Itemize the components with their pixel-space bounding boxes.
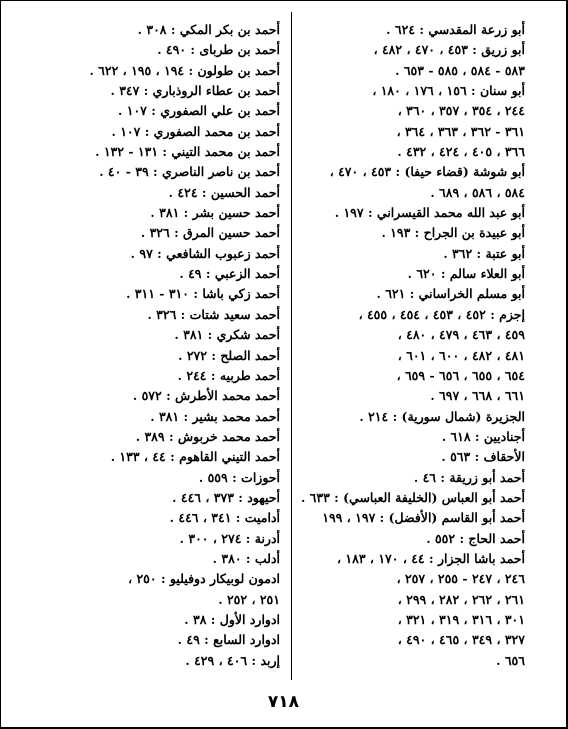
index-entry-line: ٣٦١ - ٣٦٢ ، ٣٦٣ ، ٣٦٤ ،: [396, 123, 525, 139]
index-entry-line: أحمد بن عطاء الروذباري : ٣٤٧ .: [110, 83, 280, 99]
index-entry-line: ٢٤٤ ، ٣٥٤ ، ٣٥٧ ، ٣٦٠ ،: [397, 103, 525, 119]
index-entry-line: أحمد بن علي الصفوري : ١٠٧ .: [118, 103, 280, 119]
index-entry-line: أداميت : ٣٤١ ، ٤٤٦ .: [169, 510, 280, 526]
index-entry-line: ٦٥٤ ، ٦٥٥ ، ٦٥٦ - ٦٥٩ ،: [396, 367, 525, 383]
index-entry-line: أحمد باشا الجزار : ٤٤ ، ١٧٠ ، ١٨٣ ،: [337, 550, 525, 566]
index-entry-line: أحمد حسين المرق : ٣٢٦ .: [140, 225, 280, 241]
index-column-right: [300, 20, 525, 671]
index-entry-line: أحمد زعبوب الشافعي : ٩٧ .: [130, 245, 280, 261]
index-entry-line: أحمد أبو العباس (الخليفة العباسي) : ٦٣٣ .: [300, 489, 525, 505]
index-entry-line: أحمد الحسين : ٤٢٤ .: [168, 184, 280, 200]
index-entry-line: ٦٦١ ، ٦٦٨ ، ٦٩٧ .: [430, 388, 525, 404]
index-entry-line: أبو العلاء سالم : ٦٢٠ .: [407, 266, 525, 282]
index-column-left: [32, 20, 280, 671]
index-entry-line: ٤٥٩ ، ٤٦٣ ، ٤٧٩ ، ٤٨٠ ،: [397, 327, 525, 343]
index-entry-line: إربد : ٤٠٦ ، ٤٢٩ .: [185, 652, 280, 668]
index-entry-line: أبو شوشة (قضاء حيفا) : ٤٥٣ ، ٤٧٠ ،: [329, 164, 525, 180]
index-entry-line: أحمد بن ناصر الناصري : ٣٩ - ٤٠ .: [99, 164, 280, 180]
index-entry-line: أجناديين : ٦١٨ .: [441, 428, 525, 444]
index-entry-line: ٣٠١ ، ٣١٦ ، ٣١٩ ، ٣٢١ ،: [397, 611, 525, 627]
index-entry-line: أحمد سعيد شتات : ٣٢٦ .: [147, 306, 280, 322]
index-entry-line: ٤٨١ ، ٤٨٢ ، ٦٠٠ ، ٦٠١ ،: [397, 347, 525, 363]
index-entry-line: أحمد التيني القاهوم : ٤٤ ، ١٣٣ .: [110, 449, 280, 465]
index-entry-line: أحمد محمد الأطرش : ٥٧٢ .: [132, 388, 280, 404]
index-entry-line: أحمد طربيه : ٢٤٤ .: [177, 367, 280, 383]
index-entry-line: أحمد بن محمد الصفوري : ١٠٧ .: [111, 123, 280, 139]
index-entry-line: أبو عبيدة بن الجراح : ١٩٣ .: [381, 225, 525, 241]
index-entry-line: ٣٢٧ ، ٣٤٩ ، ٤٦٥ ، ٤٩٠ ،: [397, 632, 525, 648]
index-entry-line: ٦٥٦ .: [496, 652, 525, 668]
index-entry-line: أبو زريق : ٤٥٣ ، ٤٧٠ ، ٤٨٢ ،: [373, 42, 525, 58]
index-entry-line: أبو عتبة : ٣٦٢ .: [443, 245, 525, 261]
index-entry-line: أحيهود : ٣٧٣ ، ٤٤٦ .: [172, 489, 280, 505]
page-number: ٧١٨: [267, 692, 300, 712]
index-entry-line: ادمون لوبيكار دوفيليو : ٢٥٠ ،: [128, 571, 280, 587]
index-entry-line: أبو مسلم الخراساني : ٦٢١ .: [376, 286, 525, 302]
index-entry-line: ٣٦٦ ، ٤٠٥ ، ٤٢٤ ، ٤٣٢ .: [397, 144, 525, 160]
index-entry-line: أحمد بن محمد التيني : ١٣١ - ١٣٢ .: [95, 144, 280, 160]
column-divider: [291, 12, 292, 680]
index-entry-line: أحمد الحاج : ٥٥٢ .: [426, 530, 525, 546]
index-entry-line: أحمد أبو زريقة : ٤٦ .: [413, 469, 525, 485]
index-entry-line: إجزم : ٤٥٢ ، ٤٥٣ ، ٤٥٤ ، ٤٥٥ ،: [358, 306, 525, 322]
index-entry-line: أحمد محمد خربوش : ٣٨٩ .: [135, 428, 280, 444]
index-entry-line: الجزيرة (شمال سورية) : ٢١٤ .: [359, 408, 525, 424]
index-entry-line: أحمد زكي باشا : ٣١٠ - ٣١١ .: [126, 286, 280, 302]
index-entry-line: أحمد أبو القاسم (الأفضل) : ١٩٧ ، ١٩٩: [322, 510, 525, 526]
index-entry-line: الأحقاف : ٥٦٣ .: [441, 449, 525, 465]
index-entry-line: ٢٤٦ ، ٢٤٧ - ٢٥٥ ، ٢٥٧ ،: [396, 571, 525, 587]
index-entry-line: أبو سنان : ١٥٦ ، ١٧٦ ، ١٨٠ ،: [372, 83, 525, 99]
index-entry-line: أحمد بن طولون : ١٩٤ ، ١٩٥ ، ٦٢٢ .: [89, 62, 280, 78]
index-entry-line: أحمد بن بكر المكي : ٣٠٨ .: [137, 22, 280, 37]
index-entry-line: ادوارد الأول : ٣٨ .: [184, 611, 280, 627]
index-entry-line: أحمد شكري : ٣٨١ .: [174, 327, 280, 343]
index-entry-line: أبو عبد الله محمد القيسراني : ١٩٧ .: [334, 205, 525, 221]
index-entry-line: أحمد الصلح : ٢٧٢ .: [178, 347, 280, 363]
index-entry-line: أحوزات : ٥٥٩ .: [198, 469, 280, 485]
index-entry-line: ٥٨٣ - ٥٨٤ ، ٥٨٥ - ٦٥٣ .: [395, 62, 525, 78]
index-entry-line: أحمد محمد بشير : ٣٨١ .: [150, 408, 280, 424]
index-entry-line: أحمد الزعبي : ٤٩ .: [179, 266, 280, 282]
index-entry-line: أحمد حسين بشر : ٣٨١ .: [150, 205, 280, 221]
index-entry-line: ٢٥١ ، ٢٥٢ .: [218, 591, 280, 607]
index-entry-line: ٥٨٤ ، ٥٨٦ ، ٦٨٩ .: [430, 184, 525, 200]
index-entry-line: أبو زرعة المقدسي : ٦٢٤ .: [386, 22, 525, 37]
index-entry-line: أدرنة : ٢٧٤ ، ٣٠٠ .: [179, 530, 280, 546]
index-entry-line: أحمد بن طربای : ٤٩٠ .: [157, 42, 280, 58]
index-entry-line: أدلب : ٣٨٠ .: [212, 550, 280, 566]
index-entry-line: ادوارد السابع : ٤٩ .: [177, 632, 280, 648]
index-entry-line: ٢٦١ ، ٢٦٢ ، ٢٨٢ ، ٢٩٩ ،: [397, 591, 525, 607]
